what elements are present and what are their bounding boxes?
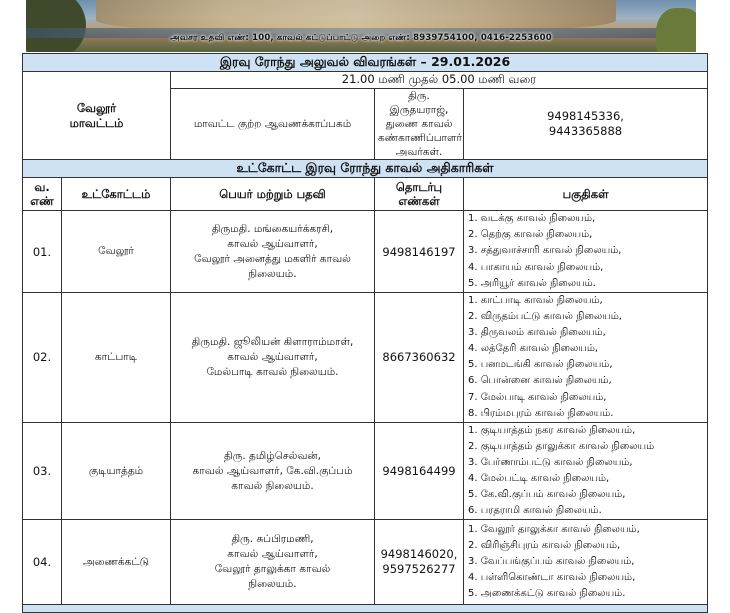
row-officer: திருமதி. ஜூலியன் கிளாராம்மாள், காவல் ஆய்வாளர், மேல்பாடி காவல் நிலையம். <box>171 293 375 423</box>
table-row <box>23 422 708 520</box>
district-label: வேலூர் மாவட்டம் <box>23 72 171 160</box>
col-sno: வ. எண் <box>23 178 62 211</box>
header-banner-image <box>26 0 696 52</box>
row-phone: 9498164499 <box>375 422 464 520</box>
banner-tree-right <box>656 8 696 52</box>
row-officer: திருமதி. மங்கையர்க்கரசி, காவல் ஆய்வாளர், வேலூர் அனைத்து மகளிர் காவல் நிலையம். <box>171 211 375 293</box>
district-office: மாவட்ட குற்ற ஆவணக்காப்பகம் <box>171 89 375 160</box>
table-row <box>23 293 708 423</box>
row-areas: 1. வேலூர் தாலுக்கா காவல் நிலையம், 2. விரிஞ்சிபுரம் காவல் நிலையம், 3. வேப்பங்குப்பம் காவல் நிலையம், 4. பள்ளிகொண்டா காவல் நிலையம், 5. அணைக்கட்டு காவல் நிலையம். <box>464 520 708 605</box>
table-row <box>23 520 708 605</box>
row-subdivision: குடியாத்தம் <box>62 422 171 520</box>
row-phone: 8667360632 <box>375 293 464 423</box>
row-sno: 03. <box>23 422 62 520</box>
row-officer: திரு. தமிழ்செல்வன், காவல் ஆய்வாளர், கே.வி.குப்பம் காவல் நிலையம். <box>171 422 375 520</box>
row-sno: 04. <box>23 520 62 605</box>
night-patrol-table <box>22 53 708 613</box>
table-row <box>23 211 708 293</box>
row-subdivision: அணைக்கட்டு <box>62 520 171 605</box>
row-areas: 1. குடியாத்தம் நகர காவல் நிலையம், 2. குடியாத்தம் தாலுக்கா காவல் நிலையம் 3. பேர்ணாம்பட்டு காவல் நிலையம், 4. மேல்பட்டி காவல் நிலையம், 5. கே.வி.குப்பம் காவல் நிலையம், 6. பரதராமி காவல் நிலையம். <box>464 422 708 520</box>
col-subdivision: உட்கோட்டம் <box>62 178 171 211</box>
row-subdivision: வேலூர் <box>62 211 171 293</box>
col-name: பெயர் மற்றும் பதவி <box>171 178 375 211</box>
row-sno: 01. <box>23 211 62 293</box>
row-areas: 1. வடக்கு காவல் நிலையம், 2. தெற்கு காவல் நிலையம், 3. சத்துவாச்சாரி காவல் நிலையம், 4. பாகாயம் காவல் நிலையம், 5. அரியூர் காவல் நிலையம். <box>464 211 708 293</box>
district-phone: 9498145336, 9443365888 <box>464 89 708 160</box>
col-contact: தொடர்பு எண்கள் <box>375 178 464 211</box>
emergency-helpline-text: அவசர உதவி எண்: 100, காவல் கட்டுப்பாட்டு அறை எண்: 8939754100, 0416-2253600 <box>170 33 552 43</box>
patrol-timing: 21.00 மணி முதல் 05.00 மணி வரை <box>171 72 708 89</box>
district-officer: திரு. இருதயராஜ், துணை காவல் கண்காணிப்பாளர் அவர்கள். <box>375 89 464 160</box>
row-officer: திரு. சுப்பிரமணி, காவல் ஆய்வாளர், வேலூர் தாலுக்கா காவல் நிலையம். <box>171 520 375 605</box>
row-subdivision: காட்பாடி <box>62 293 171 423</box>
row-phone: 9498146020, 9597526277 <box>375 520 464 605</box>
row-areas: 1. காட்பாடி காவல் நிலையம், 2. விருதம்பட்டு காவல் நிலையம், 3. திருவலம் காவல் நிலையம், 4. லத்தேரி காவல் நிலையம், 5. பனமடங்கி காவல் நிலையம், 6. பொன்னை காவல் நிலையம், 7. மேல்பாடி காவல் நிலையம், 8. பிரம்மபுரம் காவல் நிலையம். <box>464 293 708 423</box>
row-phone: 9498146197 <box>375 211 464 293</box>
row-sno: 02. <box>23 293 62 423</box>
table-footer-band <box>23 605 708 613</box>
report-title: இரவு ரோந்து அலுவல் விவரங்கள் – 29.01.2026 <box>23 54 708 72</box>
col-areas: பகுதிகள் <box>464 178 708 211</box>
subdivision-title: உட்கோட்ட இரவு ரோந்து காவல் அதிகாரிகள் <box>23 160 708 178</box>
